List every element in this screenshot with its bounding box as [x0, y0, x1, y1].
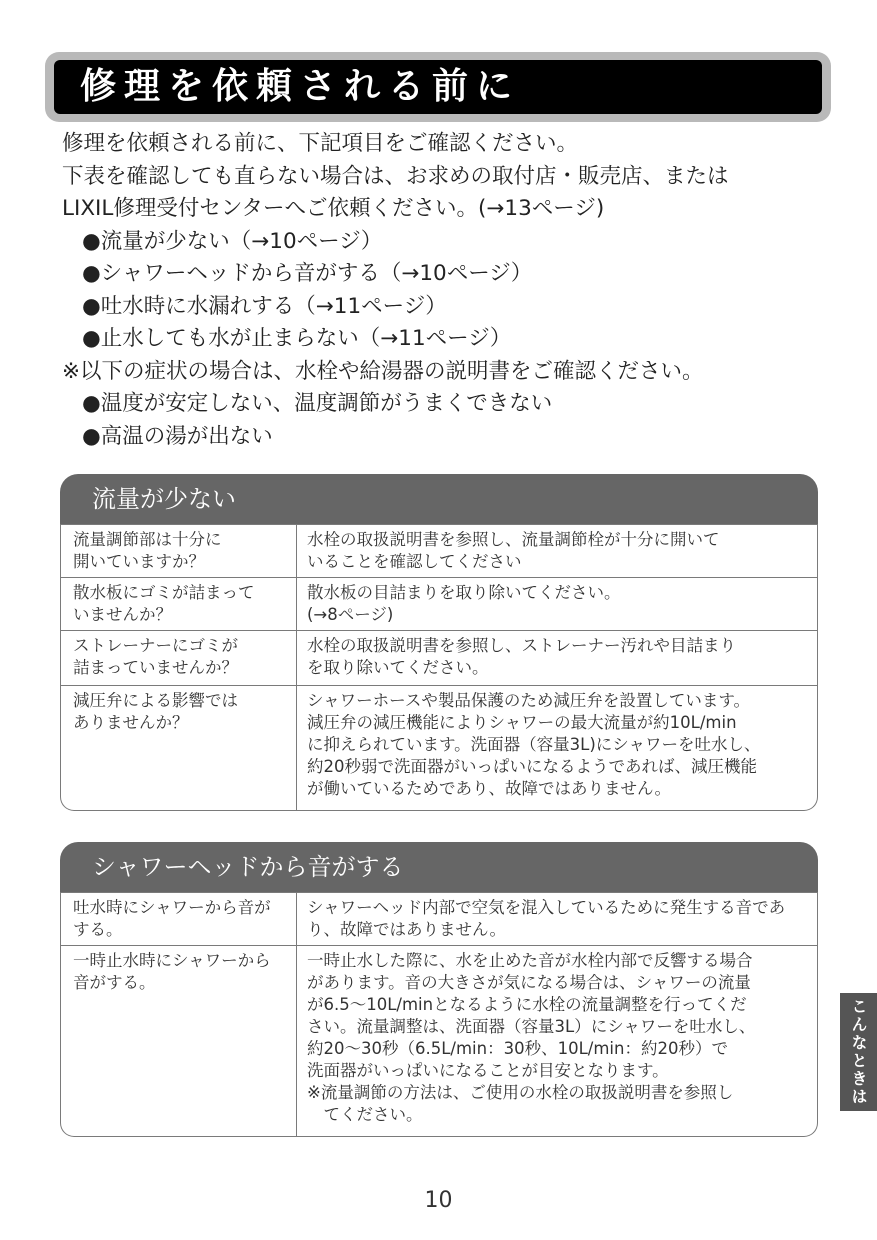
section-heading: シャワーヘッドから音がする [60, 842, 818, 892]
page-title-bar [54, 60, 822, 114]
answer-cell: 水栓の取扱説明書を参照し、流量調節栓が十分に開いて いることを確認してください [307, 530, 720, 571]
table-row [61, 630, 817, 685]
answer-cell: シャワーホースや製品保護のため減圧弁を設置しています。 減圧弁の減圧機能によりシャワーの最大流量が約10L/min に抑えられています。洗面器（容量3L)にシャワーを吐水し、 約20秒弱で洗面器がいっぱいになるようであれば、減圧機能 が働いているためであり、故障ではありません。 [307, 691, 761, 798]
question-cell: 吐水時にシャワーから音が する。 [61, 893, 297, 945]
chapter-side-tab: こんなときは [840, 993, 877, 1111]
table-row [61, 892, 817, 945]
page-number: 10 [424, 1188, 453, 1213]
question-cell: 流量調節部は十分に 開いていますか？ [61, 525, 297, 577]
question-cell: 一時止水時にシャワーから 音がする。 [61, 946, 297, 1136]
answer-cell: シャワーヘッド内部で空気を混入しているために発生する音であ り、故障ではありません。 [307, 898, 786, 939]
intro-note-bullet: ●温度が安定しない、温度調節がうまくできない [82, 391, 553, 416]
answer-cell: 一時止水した際に、水を止めた音が水栓内部で反響する場合 があります。音の大きさが気になる場合は、シャワーの流量 が6.5〜10L/minとなるように水栓の流量調整を行ってくだ さい。流量調整は、洗面器（容量3L）にシャワーを吐水し、 約20〜30秒（6.5L/min：30秒、10L/min：約20秒）で 洗面器がいっぱいになることが目安となります。 ※流量調節の方法は、ご使用の水栓の取扱説明書を参照し てください。 [307, 951, 756, 1124]
intro-bullet: ●流量が少ない（→10ページ） [82, 228, 383, 254]
question-cell: 減圧弁による影響では ありませんか？ [61, 686, 297, 810]
page-title: 修理を依頼される前に [80, 66, 521, 107]
answer-cell: 水栓の取扱説明書を参照し、ストレーナー汚れや目詰まり を取り除いてください。 [307, 636, 736, 677]
answer-cell: 散水板の目詰まりを取り除いてください。 (→8ページ) [307, 583, 621, 624]
table-row [61, 685, 817, 810]
intro-line: LIXIL修理受付センターへご依頼ください。(→13ページ) [62, 196, 605, 221]
page-title-banner [45, 52, 831, 122]
table-row [61, 524, 817, 577]
question-cell: 散水板にゴミが詰まって いませんか？ [61, 578, 297, 630]
table-row [61, 577, 817, 630]
troubleshoot-table [60, 524, 818, 811]
section-heading: 流量が少ない [60, 474, 818, 524]
section-low-flow [60, 474, 818, 811]
intro-bullet: ●止水しても水が止まらない（→11ページ） [82, 326, 512, 351]
intro-bullet: ●吐水時に水漏れする（→11ページ） [82, 293, 447, 319]
section-shower-noise [60, 842, 818, 1137]
intro-note-bullet: ●高温の湯が出ない [82, 423, 273, 449]
question-cell: ストレーナーにゴミが 詰まっていませんか？ [61, 631, 297, 685]
intro-line: 下表を確認しても直らない場合は、お求めの取付店・販売店、または [62, 163, 729, 189]
intro-bullet: ●シャワーヘッドから音がする（→10ページ） [82, 261, 533, 286]
troubleshoot-table [60, 892, 818, 1137]
intro-line: 修理を依頼される前に、下記項目をご確認ください。 [62, 131, 579, 156]
table-row [61, 945, 817, 1136]
intro-note: ※以下の症状の場合は、水栓や給湯器の説明書をご確認ください。 [62, 358, 704, 384]
intro-text [62, 128, 832, 453]
